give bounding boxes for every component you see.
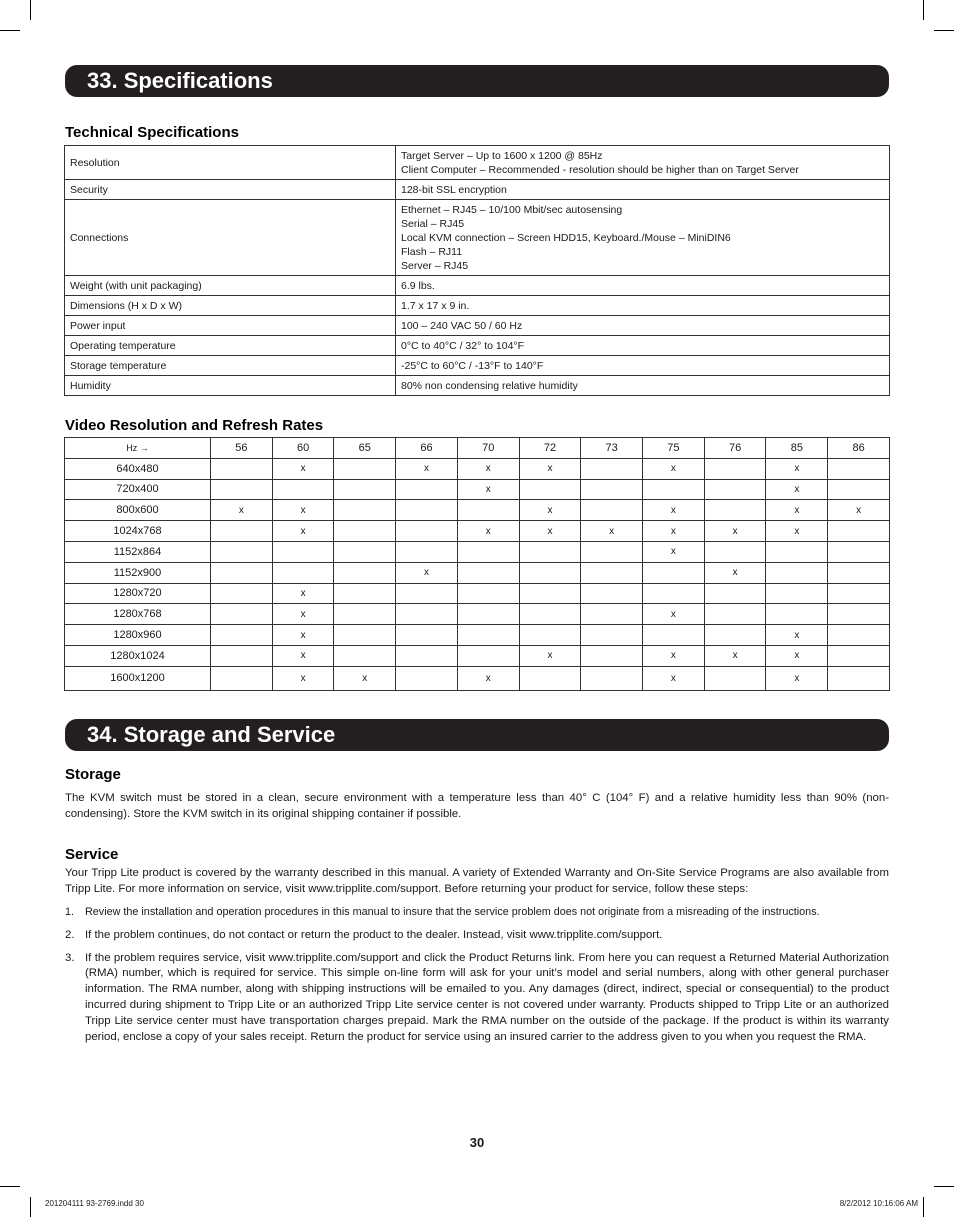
table-row bbox=[65, 180, 890, 200]
table-cell bbox=[519, 541, 581, 562]
table-cell bbox=[828, 541, 890, 562]
step-number: 1. bbox=[65, 906, 75, 918]
table-cell bbox=[211, 521, 273, 542]
column-header: 73 bbox=[581, 438, 643, 459]
crop-mark bbox=[934, 1186, 954, 1187]
crop-mark bbox=[923, 0, 924, 20]
spec-value-line: 80% non condensing relative humidity bbox=[401, 379, 578, 392]
table-header-row bbox=[65, 438, 890, 459]
table-row bbox=[65, 276, 890, 296]
table-cell bbox=[334, 521, 396, 542]
table-cell: x bbox=[766, 625, 828, 646]
spec-value bbox=[396, 276, 890, 296]
table-cell bbox=[766, 541, 828, 562]
spec-value bbox=[396, 200, 890, 276]
table-cell bbox=[211, 604, 273, 625]
section-title: 34. Storage and Service bbox=[87, 722, 336, 747]
table-cell bbox=[334, 562, 396, 583]
crop-mark bbox=[30, 1197, 31, 1217]
column-header: 85 bbox=[766, 438, 828, 459]
list-item bbox=[65, 951, 889, 1046]
table-cell bbox=[396, 625, 458, 646]
crop-mark bbox=[30, 0, 31, 20]
spec-value bbox=[396, 146, 890, 180]
technical-specifications-table bbox=[64, 145, 890, 396]
technical-specifications-heading: Technical Specifications bbox=[65, 124, 239, 141]
table-cell: x bbox=[704, 645, 766, 666]
table-cell: x bbox=[272, 500, 334, 521]
table-cell bbox=[704, 479, 766, 500]
crop-mark bbox=[923, 1197, 924, 1217]
table-cell bbox=[581, 666, 643, 690]
column-header: 65 bbox=[334, 438, 396, 459]
table-cell bbox=[396, 541, 458, 562]
table-cell bbox=[643, 583, 705, 604]
table-cell bbox=[828, 645, 890, 666]
table-row bbox=[65, 200, 890, 276]
table-cell: x bbox=[272, 666, 334, 690]
table-cell bbox=[334, 625, 396, 646]
table-cell: x bbox=[704, 521, 766, 542]
video-resolution-table bbox=[64, 437, 890, 691]
table-cell bbox=[704, 583, 766, 604]
table-cell: x bbox=[704, 562, 766, 583]
table-cell bbox=[211, 666, 273, 690]
table-cell bbox=[828, 583, 890, 604]
table-cell bbox=[828, 625, 890, 646]
table-cell bbox=[396, 666, 458, 690]
table-cell bbox=[272, 562, 334, 583]
column-header: 75 bbox=[643, 438, 705, 459]
spec-value-line: -25°C to 60°C / -13°F to 140°F bbox=[401, 359, 544, 372]
table-cell bbox=[519, 604, 581, 625]
spec-value-line: 100 – 240 VAC 50 / 60 Hz bbox=[401, 319, 523, 332]
section-header-storage-service bbox=[65, 719, 889, 751]
table-cell: x bbox=[643, 666, 705, 690]
table-cell bbox=[457, 500, 519, 521]
table-cell bbox=[457, 604, 519, 625]
table-cell bbox=[581, 583, 643, 604]
table-row bbox=[65, 500, 890, 521]
spec-value-line: 128-bit SSL encryption bbox=[401, 183, 507, 196]
spec-value-line: 0°C to 40°C / 32° to 104°F bbox=[401, 339, 525, 352]
table-cell: x bbox=[396, 458, 458, 479]
column-header: 66 bbox=[396, 438, 458, 459]
table-cell bbox=[334, 604, 396, 625]
spec-value-line: 1.7 x 17 x 9 in. bbox=[401, 299, 470, 312]
table-cell bbox=[766, 604, 828, 625]
table-row bbox=[65, 316, 890, 336]
spec-label: Humidity bbox=[65, 376, 396, 396]
table-cell: x bbox=[211, 500, 273, 521]
table-cell: x bbox=[457, 666, 519, 690]
service-heading: Service bbox=[65, 846, 119, 863]
table-cell: x bbox=[766, 666, 828, 690]
table-cell bbox=[396, 604, 458, 625]
table-row bbox=[65, 458, 890, 479]
table-cell bbox=[519, 666, 581, 690]
table-cell bbox=[581, 479, 643, 500]
table-row bbox=[65, 562, 890, 583]
table-cell: x bbox=[643, 604, 705, 625]
spec-label: Power input bbox=[65, 316, 396, 336]
table-cell bbox=[334, 645, 396, 666]
spec-value-line: Flash – RJ11 bbox=[401, 245, 463, 258]
spec-label: Weight (with unit packaging) bbox=[65, 276, 396, 296]
crop-mark bbox=[0, 1186, 20, 1187]
table-cell bbox=[828, 521, 890, 542]
step-text: If the problem requires service, visit www.tripplite.com/support and click the Product Returns link. From here you can request a Returned Material Authorization (RMA) number, which is required for service. This simple on-line form will ask for your unit’s model and serial numbers, along with other general purchaser information. The RMA number, along with shipping instructions will be emailed to you. Any damages (direct, indirect, special or consequential) to the product incurred during shipment to Tripp Lite or an authorized Tripp Lite service center is not covered under warranty. Products shipped to Tripp Lite or an authorized Tripp Lite service center must have transportation charges prepaid. Mark the RMA number on the outside of the package. If the product is within its warranty period, enclose a copy of your sales receipt. Return the product for service using an insured carrier to the address given to you when you request the RMA. bbox=[85, 951, 889, 1043]
spec-value bbox=[396, 316, 890, 336]
resolution-label: 1280x720 bbox=[65, 583, 211, 604]
table-cell bbox=[211, 479, 273, 500]
table-cell bbox=[334, 500, 396, 521]
table-row bbox=[65, 541, 890, 562]
table-cell: x bbox=[766, 645, 828, 666]
column-header: 72 bbox=[519, 438, 581, 459]
table-row bbox=[65, 296, 890, 316]
spec-label: Dimensions (H x D x W) bbox=[65, 296, 396, 316]
table-cell: x bbox=[519, 521, 581, 542]
table-cell: x bbox=[272, 458, 334, 479]
table-cell bbox=[211, 458, 273, 479]
step-number: 3. bbox=[65, 951, 75, 964]
spec-label: Operating temperature bbox=[65, 336, 396, 356]
table-cell bbox=[581, 562, 643, 583]
table-cell bbox=[581, 541, 643, 562]
step-text: If the problem continues, do not contact or return the product to the dealer. Instead, visit www.tripplite.com/support. bbox=[85, 928, 663, 941]
resolution-label: 640x480 bbox=[65, 458, 211, 479]
table-cell bbox=[211, 645, 273, 666]
resolution-label: 1280x960 bbox=[65, 625, 211, 646]
list-item bbox=[65, 928, 889, 944]
table-cell bbox=[211, 625, 273, 646]
table-cell bbox=[519, 479, 581, 500]
section-title: 33. Specifications bbox=[87, 68, 273, 93]
page-number: 30 bbox=[469, 1135, 485, 1150]
table-cell bbox=[457, 583, 519, 604]
list-item bbox=[65, 905, 889, 921]
table-cell: x bbox=[643, 458, 705, 479]
spec-value bbox=[396, 180, 890, 200]
table-cell bbox=[457, 562, 519, 583]
spec-value bbox=[396, 356, 890, 376]
hz-corner-label: Hz → bbox=[65, 438, 211, 459]
spec-label: Resolution bbox=[65, 146, 396, 180]
spec-value-line: Target Server – Up to 1600 x 1200 @ 85Hz bbox=[401, 149, 603, 162]
table-cell: x bbox=[766, 458, 828, 479]
table-cell bbox=[396, 500, 458, 521]
table-cell bbox=[828, 479, 890, 500]
table-cell: x bbox=[272, 645, 334, 666]
table-cell: x bbox=[519, 458, 581, 479]
footer-file-info: 201204111 93-2769.indd 30 bbox=[45, 1199, 144, 1208]
table-cell bbox=[704, 625, 766, 646]
table-cell bbox=[643, 479, 705, 500]
resolution-label: 1152x864 bbox=[65, 541, 211, 562]
table-cell bbox=[643, 625, 705, 646]
table-cell: x bbox=[766, 521, 828, 542]
table-cell: x bbox=[643, 500, 705, 521]
table-cell bbox=[581, 604, 643, 625]
table-cell bbox=[519, 625, 581, 646]
step-text: Review the installation and operation procedures in this manual to insure that the service problem does not originate from a misreading of the instructions. bbox=[85, 906, 820, 918]
column-header: 70 bbox=[457, 438, 519, 459]
table-cell: x bbox=[828, 500, 890, 521]
spec-value-line: Client Computer – Recommended - resolution should be higher than on Target Server bbox=[401, 163, 799, 176]
table-cell bbox=[334, 479, 396, 500]
table-cell: x bbox=[766, 479, 828, 500]
spec-value bbox=[396, 296, 890, 316]
table-row bbox=[65, 645, 890, 666]
table-cell: x bbox=[519, 645, 581, 666]
table-cell: x bbox=[272, 625, 334, 646]
resolution-label: 800x600 bbox=[65, 500, 211, 521]
service-steps-list bbox=[65, 905, 889, 1045]
table-cell bbox=[272, 479, 334, 500]
table-row bbox=[65, 521, 890, 542]
spec-value-line: Local KVM connection – Screen HDD15, Keyboard./Mouse – MiniDIN6 bbox=[401, 231, 731, 244]
spec-value-line: Serial – RJ45 bbox=[401, 217, 465, 230]
table-cell bbox=[704, 541, 766, 562]
resolution-label: 1280x768 bbox=[65, 604, 211, 625]
resolution-label: 1024x768 bbox=[65, 521, 211, 542]
table-cell: x bbox=[396, 562, 458, 583]
column-header: 86 bbox=[828, 438, 890, 459]
table-cell: x bbox=[272, 604, 334, 625]
table-cell bbox=[704, 500, 766, 521]
table-cell bbox=[704, 666, 766, 690]
column-header: 60 bbox=[272, 438, 334, 459]
table-cell: x bbox=[643, 541, 705, 562]
table-row bbox=[65, 604, 890, 625]
table-cell bbox=[211, 541, 273, 562]
spec-value bbox=[396, 376, 890, 396]
video-resolution-heading: Video Resolution and Refresh Rates bbox=[65, 417, 324, 434]
table-cell bbox=[334, 541, 396, 562]
table-cell bbox=[272, 541, 334, 562]
step-number: 2. bbox=[65, 928, 75, 941]
storage-paragraph: The KVM switch must be stored in a clean, secure environment with a temperature less than 40° C (104° F) and a relative humidity less than 90% (non-condensing). Store the KVM switch in its original shipping container if possible. bbox=[65, 792, 889, 820]
table-cell bbox=[828, 604, 890, 625]
table-row bbox=[65, 625, 890, 646]
footer-timestamp: 8/2/2012 10:16:06 AM bbox=[839, 1199, 918, 1208]
table-cell bbox=[828, 458, 890, 479]
table-cell bbox=[581, 500, 643, 521]
table-row bbox=[65, 336, 890, 356]
table-cell: x bbox=[457, 479, 519, 500]
section-header-specifications bbox=[65, 65, 889, 97]
table-cell bbox=[396, 479, 458, 500]
table-cell bbox=[519, 562, 581, 583]
spec-label: Security bbox=[65, 180, 396, 200]
table-cell bbox=[581, 625, 643, 646]
table-cell bbox=[396, 645, 458, 666]
table-cell bbox=[828, 562, 890, 583]
table-row bbox=[65, 376, 890, 396]
column-header: 56 bbox=[211, 438, 273, 459]
resolution-label: 720x400 bbox=[65, 479, 211, 500]
resolution-label: 1280x1024 bbox=[65, 645, 211, 666]
table-cell bbox=[211, 562, 273, 583]
table-cell: x bbox=[581, 521, 643, 542]
table-cell: x bbox=[643, 645, 705, 666]
spec-value-line: Server – RJ45 bbox=[401, 259, 469, 272]
table-cell bbox=[519, 583, 581, 604]
table-cell bbox=[828, 666, 890, 690]
spec-label: Storage temperature bbox=[65, 356, 396, 376]
table-row bbox=[65, 146, 890, 180]
table-cell bbox=[581, 645, 643, 666]
table-row bbox=[65, 479, 890, 500]
table-cell: x bbox=[272, 583, 334, 604]
table-row bbox=[65, 356, 890, 376]
table-cell: x bbox=[457, 458, 519, 479]
table-cell: x bbox=[457, 521, 519, 542]
column-header: 76 bbox=[704, 438, 766, 459]
resolution-label: 1152x900 bbox=[65, 562, 211, 583]
table-cell bbox=[766, 583, 828, 604]
spec-value-line: Ethernet – RJ45 – 10/100 Mbit/sec autosensing bbox=[401, 203, 623, 216]
table-cell bbox=[396, 583, 458, 604]
table-cell: x bbox=[272, 521, 334, 542]
spec-value-line: 6.9 lbs. bbox=[401, 279, 435, 292]
table-row bbox=[65, 583, 890, 604]
table-cell bbox=[766, 562, 828, 583]
table-cell bbox=[457, 541, 519, 562]
service-paragraph: Your Tripp Lite product is covered by the warranty described in this manual. A variety of Extended Warranty and On-Site Service Programs are also available from Tripp Lite. For more information on service, visit www.tripplite.com/support. Before returning your product for service, follow these steps: bbox=[65, 867, 889, 895]
spec-value bbox=[396, 336, 890, 356]
table-cell bbox=[704, 604, 766, 625]
table-cell bbox=[396, 521, 458, 542]
table-cell: x bbox=[519, 500, 581, 521]
crop-mark bbox=[934, 30, 954, 31]
table-cell bbox=[334, 458, 396, 479]
storage-heading: Storage bbox=[65, 766, 121, 783]
crop-mark bbox=[0, 30, 20, 31]
table-row bbox=[65, 666, 890, 690]
table-cell bbox=[581, 458, 643, 479]
table-cell: x bbox=[643, 521, 705, 542]
table-cell: x bbox=[334, 666, 396, 690]
table-cell bbox=[334, 583, 396, 604]
table-cell bbox=[643, 562, 705, 583]
resolution-label: 1600x1200 bbox=[65, 666, 211, 690]
table-cell bbox=[457, 645, 519, 666]
table-cell bbox=[704, 458, 766, 479]
table-cell bbox=[457, 625, 519, 646]
table-cell: x bbox=[766, 500, 828, 521]
table-cell bbox=[211, 583, 273, 604]
spec-label: Connections bbox=[65, 200, 396, 276]
